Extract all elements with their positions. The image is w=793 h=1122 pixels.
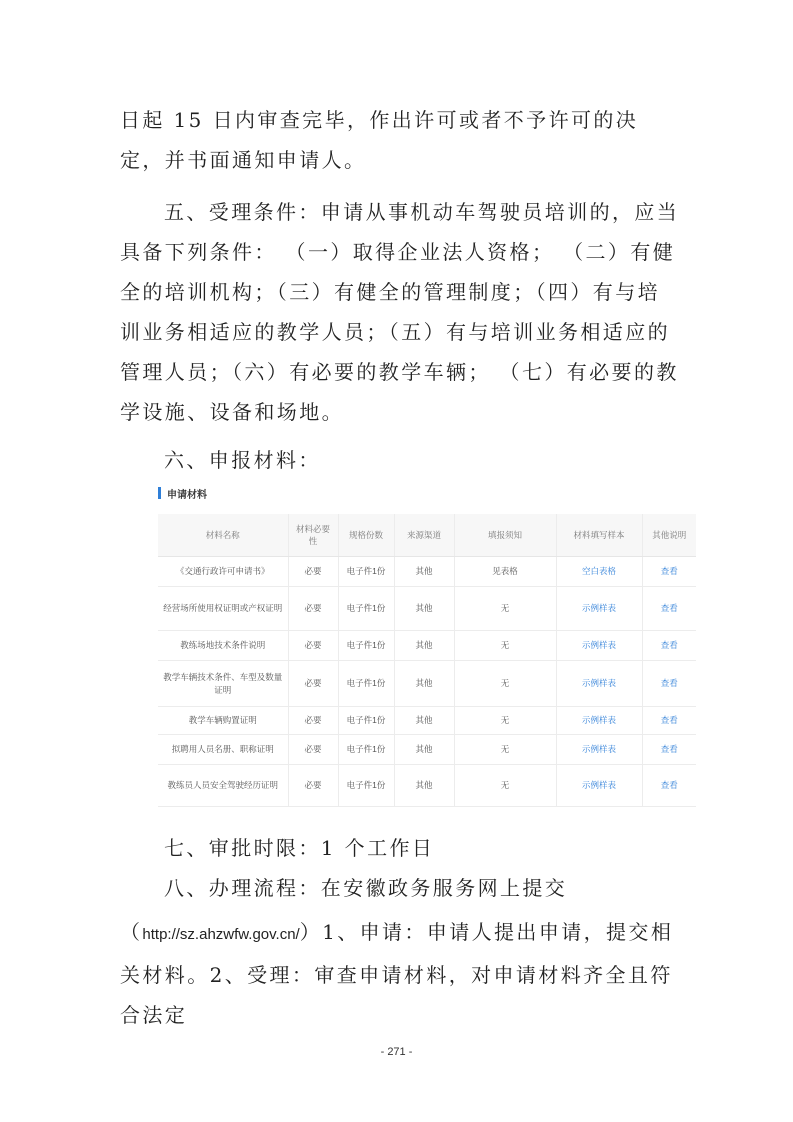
cell-material-name: 教学车辆购置证明 <box>158 707 288 735</box>
header-spec: 规格份数 <box>338 514 394 557</box>
cell-source: 其他 <box>394 557 454 587</box>
cell-source: 其他 <box>394 661 454 707</box>
cell-spec: 电子件1份 <box>338 631 394 661</box>
cell-source: 其他 <box>394 707 454 735</box>
cell-material-name: 经营场所使用权证明或产权证明 <box>158 587 288 631</box>
table-row <box>158 707 696 735</box>
cell-necessity: 必要 <box>288 587 338 631</box>
table-row <box>158 631 696 661</box>
cell-spec: 电子件1份 <box>338 557 394 587</box>
paragraph-acceptance-conditions: 五、受理条件：申请从事机动车驾驶员培训的，应当具备下列条件： （一）取得企业法人资格； （二）有健全的培训机构；（三）有健全的管理制度；（四）有与培训业务相适应的教学人员；（五）有与培训业务相适应的管理人员；（六）有必要的教学车辆； （七）有必要的教学设施、设备和场地。 <box>120 200 680 424</box>
cell-necessity: 必要 <box>288 557 338 587</box>
paragraph-approval-time: 七、审批时限：1 个工作日 <box>164 836 435 860</box>
header-sample: 材料填写样本 <box>556 514 642 557</box>
table-header-row <box>158 514 696 557</box>
paragraph-review-deadline: 日起 15 日内审查完毕，作出许可或者不予许可的决定，并书面通知申请人。 <box>120 108 639 172</box>
paragraph-process-heading: 八、办理流程：在安徽政务服务网上提交 <box>164 876 568 900</box>
cell-notes: 无 <box>454 735 556 765</box>
header-necessity: 材料必要性 <box>288 514 338 557</box>
cell-notes: 无 <box>454 661 556 707</box>
cell-material-name: 教练员人员安全驾驶经历证明 <box>158 765 288 807</box>
table-row <box>158 557 696 587</box>
process-steps-text: ）1、申请：申请人提出申请，提交相关材料。2、受理：审查申请材料，对申请材料齐全且符合法定 <box>120 920 674 1027</box>
view-link[interactable]: 查看 <box>642 707 696 735</box>
cell-notes: 见表格 <box>454 557 556 587</box>
sample-link[interactable]: 示例样表 <box>556 587 642 631</box>
cell-notes: 无 <box>454 631 556 661</box>
cell-necessity: 必要 <box>288 735 338 765</box>
sample-link[interactable]: 示例样表 <box>556 631 642 661</box>
header-material-name: 材料名称 <box>158 514 288 557</box>
sample-link[interactable]: 示例样表 <box>556 661 642 707</box>
table-row <box>158 735 696 765</box>
cell-notes: 无 <box>454 765 556 807</box>
table-row <box>158 661 696 707</box>
sample-link[interactable]: 空白表格 <box>556 557 642 587</box>
materials-panel-title <box>158 486 207 500</box>
cell-spec: 电子件1份 <box>338 735 394 765</box>
cell-spec: 电子件1份 <box>338 661 394 707</box>
cell-source: 其他 <box>394 587 454 631</box>
cell-spec: 电子件1份 <box>338 765 394 807</box>
cell-necessity: 必要 <box>288 765 338 807</box>
view-link[interactable]: 查看 <box>642 587 696 631</box>
view-link[interactable]: 查看 <box>642 765 696 807</box>
cell-notes: 无 <box>454 587 556 631</box>
cell-necessity: 必要 <box>288 707 338 735</box>
page-number: - 271 - <box>380 1046 413 1058</box>
url-open-paren: （ <box>120 920 143 944</box>
table-row <box>158 587 696 631</box>
cell-material-name: 教学车辆技术条件、车型及数量证明 <box>158 661 288 707</box>
cell-necessity: 必要 <box>288 631 338 661</box>
sample-link[interactable]: 示例样表 <box>556 765 642 807</box>
header-other: 其他说明 <box>642 514 696 557</box>
title-accent-bar <box>158 487 161 499</box>
sample-link[interactable]: 示例样表 <box>556 707 642 735</box>
portal-url[interactable]: http://sz.ahzwfw.gov.cn/ <box>142 926 300 943</box>
view-link[interactable]: 查看 <box>642 557 696 587</box>
cell-source: 其他 <box>394 735 454 765</box>
cell-material-name: 拟聘用人员名册、职称证明 <box>158 735 288 765</box>
table-row <box>158 765 696 807</box>
sample-link[interactable]: 示例样表 <box>556 735 642 765</box>
cell-notes: 无 <box>454 707 556 735</box>
materials-panel-title-text: 申请材料 <box>167 489 207 501</box>
header-source: 来源渠道 <box>394 514 454 557</box>
cell-source: 其他 <box>394 631 454 661</box>
paragraph-process-steps <box>120 912 680 1035</box>
view-link[interactable]: 查看 <box>642 735 696 765</box>
materials-table <box>158 514 696 807</box>
cell-spec: 电子件1份 <box>338 707 394 735</box>
cell-material-name: 教练场地技术条件说明 <box>158 631 288 661</box>
view-link[interactable]: 查看 <box>642 631 696 661</box>
cell-source: 其他 <box>394 765 454 807</box>
cell-necessity: 必要 <box>288 661 338 707</box>
view-link[interactable]: 查看 <box>642 661 696 707</box>
paragraph-materials-heading: 六、申报材料： <box>164 448 321 472</box>
header-notes: 填报须知 <box>454 514 556 557</box>
cell-spec: 电子件1份 <box>338 587 394 631</box>
cell-material-name: 《交通行政许可申请书》 <box>158 557 288 587</box>
